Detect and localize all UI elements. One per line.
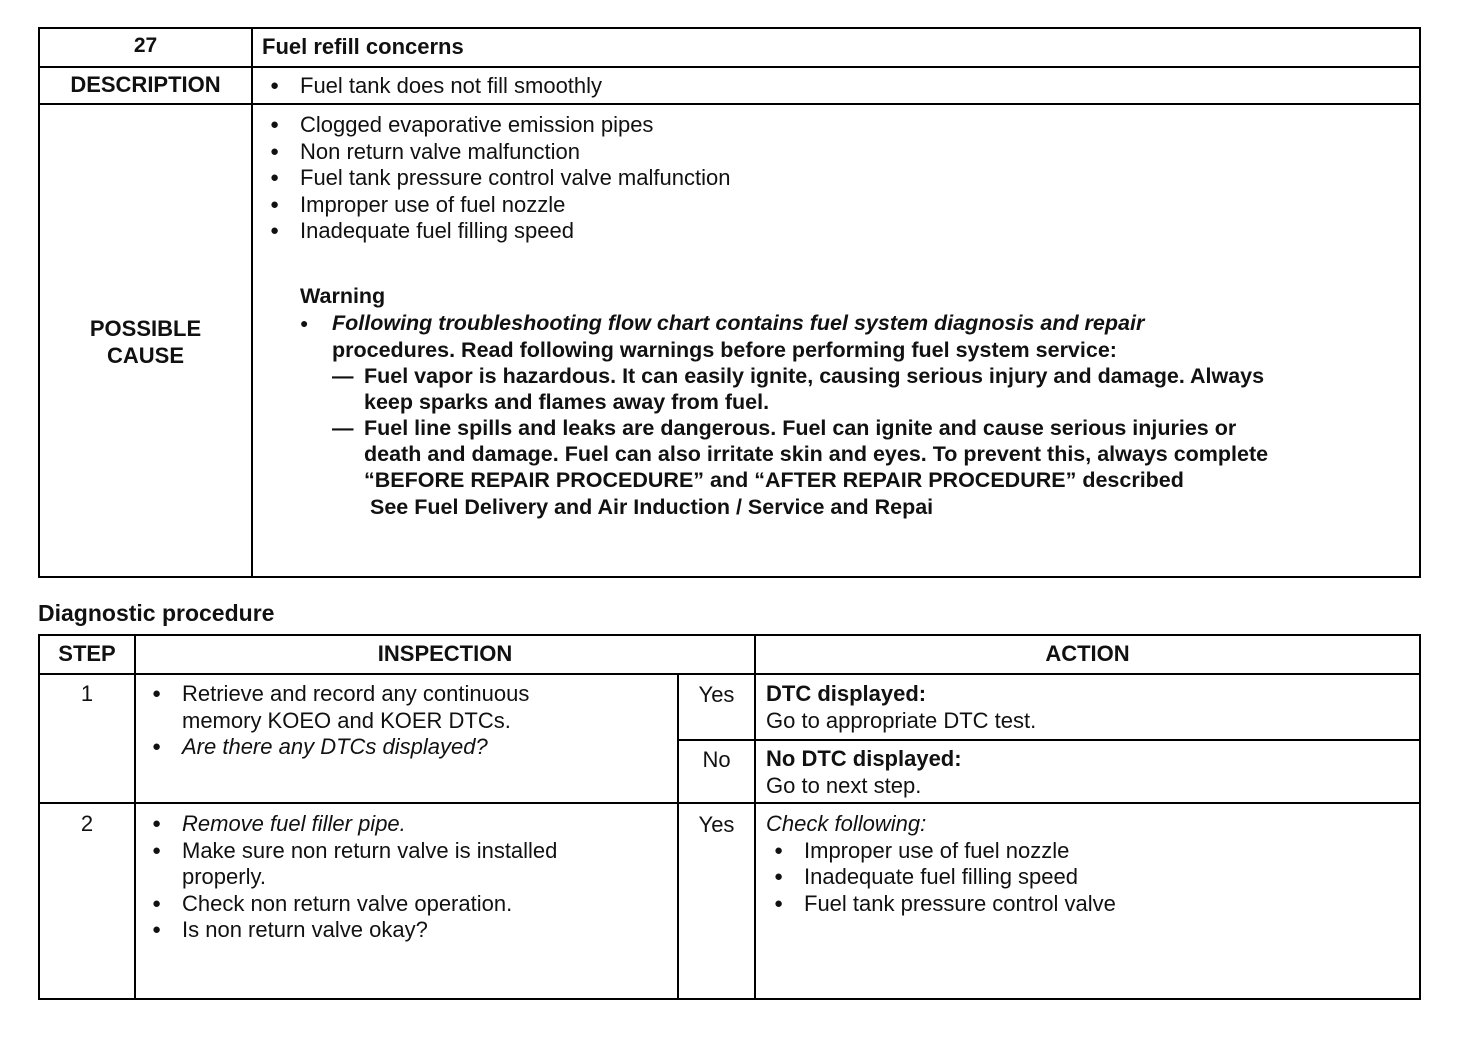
cause-item: ● Fuel tank pressure control valve malfunction	[262, 165, 730, 192]
action-no	[766, 746, 1406, 799]
inspection-text: ● Retrieve and record any continuous	[182, 681, 530, 706]
concern-title: Fuel refill concerns	[262, 34, 464, 59]
yes-label: Yes	[698, 682, 735, 707]
inspection-item: ● Remove fuel filler pipe.	[144, 811, 674, 838]
row-divider	[40, 802, 1419, 804]
warning-text: procedures. Read following warnings before performing fuel system service:	[332, 337, 1117, 362]
description-label: DESCRIPTION	[70, 72, 221, 97]
row-divider	[40, 103, 1419, 105]
possible-cause-label	[40, 315, 251, 369]
warning-text: Fuel line spills and leaks are dangerous. Fuel can ignite and cause serious injuries or	[364, 416, 1237, 440]
see-reference: See Fuel Delivery and Air Induction / Service and Repai	[370, 495, 934, 519]
warning-title: Warning	[300, 284, 386, 308]
description-item: ● Fuel tank does not fill smoothly	[262, 73, 602, 100]
no-label: No	[702, 747, 731, 772]
dash-mark: —	[332, 364, 354, 388]
dash-mark: —	[332, 416, 354, 440]
inspection-list	[144, 811, 674, 944]
inspection-text: properly.	[182, 864, 266, 889]
section-heading: Diagnostic procedure	[38, 600, 275, 626]
possible-cause-label-line: CAUSE	[106, 343, 184, 368]
action-text: Go to appropriate DTC test.	[766, 707, 1037, 733]
inspection-item: ● Check non return valve operation.	[144, 891, 674, 918]
action-text: Go to next step.	[766, 772, 922, 798]
inspection-item	[144, 681, 674, 734]
row-divider	[677, 739, 1419, 741]
action-title: No DTC displayed:	[766, 746, 962, 771]
warning-block	[300, 283, 1410, 521]
action-check	[766, 811, 1406, 917]
warning-text: ● Following troubleshooting flow chart contains fuel system diagnosis and repair	[332, 311, 1145, 335]
warning-dash-item	[332, 363, 1410, 415]
inspection-list	[144, 681, 674, 761]
inspection-text: memory KOEO and KOER DTCs.	[182, 707, 511, 733]
cause-item: ● Improper use of fuel nozzle	[262, 192, 730, 219]
inspection-item	[144, 838, 674, 891]
concern-number: 27	[133, 34, 158, 57]
cause-item: ● Non return valve malfunction	[262, 139, 730, 166]
inspection-item: ● Are there any DTCs displayed?	[144, 734, 674, 761]
warning-text: death and damage. Fuel can also irritate skin and eyes. To prevent this, always complete	[364, 442, 1269, 466]
header-inspection: INSPECTION	[377, 641, 513, 666]
inspection-item: ● Is non return valve okay?	[144, 917, 674, 944]
description-list	[262, 73, 602, 100]
action-title: Check following:	[766, 811, 927, 836]
row-divider	[40, 66, 1419, 68]
action-yes	[766, 681, 1406, 734]
warning-dash-item	[332, 415, 1410, 493]
header-action: ACTION	[1045, 641, 1130, 666]
row-divider	[40, 673, 1419, 675]
yes-label: Yes	[698, 812, 735, 837]
warning-bullet	[300, 310, 1410, 521]
diagnostic-table	[38, 634, 1421, 1000]
column-divider	[251, 29, 253, 576]
cause-item: ● Clogged evaporative emission pipes	[262, 112, 730, 139]
warning-text: Fuel vapor is hazardous. It can easily ignite, causing serious injury and damage. Always	[364, 364, 1265, 388]
possible-cause-label-line: POSSIBLE	[89, 316, 202, 341]
cause-list	[262, 112, 730, 245]
check-list	[766, 838, 1406, 918]
check-item: ● Fuel tank pressure control valve	[766, 891, 1406, 918]
column-divider	[134, 636, 136, 998]
header-step: STEP	[58, 641, 116, 666]
warning-text: keep sparks and flames away from fuel.	[364, 390, 770, 414]
check-item: ● Improper use of fuel nozzle	[766, 838, 1406, 865]
cause-item: ● Inadequate fuel filling speed	[262, 218, 730, 245]
concern-table	[38, 27, 1421, 578]
step-number: 1	[80, 681, 94, 706]
inspection-text: ● Make sure non return valve is installed	[182, 837, 558, 863]
step-number: 2	[80, 811, 94, 836]
warning-text: “BEFORE REPAIR PROCEDURE” and “AFTER REPAIR PROCEDURE” described	[364, 468, 1184, 492]
action-title: DTC displayed:	[766, 681, 927, 706]
check-item: ● Inadequate fuel filling speed	[766, 864, 1406, 891]
